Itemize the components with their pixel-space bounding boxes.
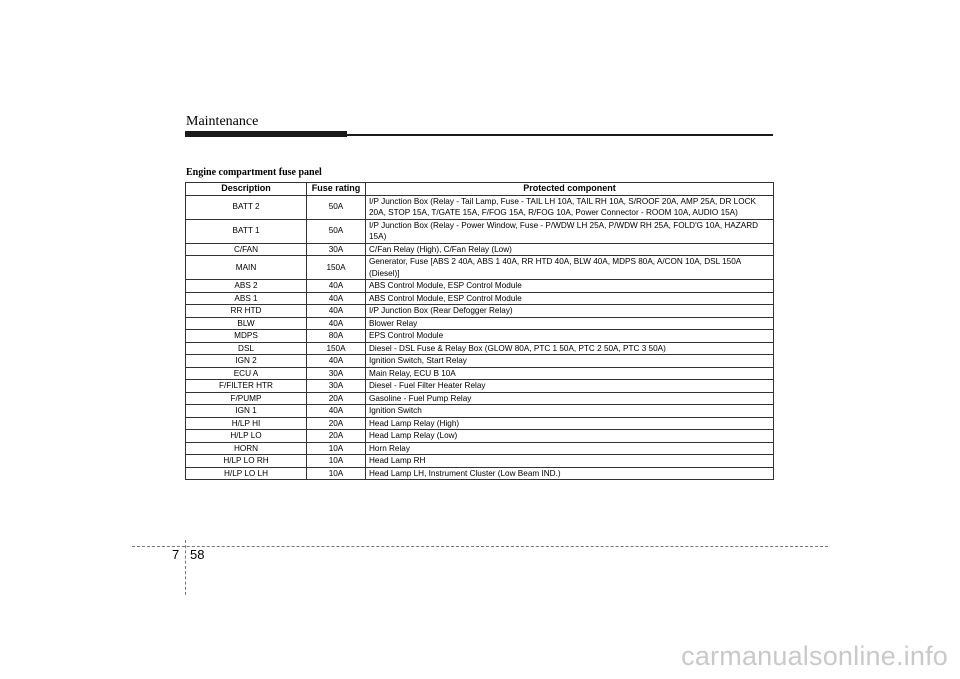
cell-protected-component: Ignition Switch, Start Relay <box>366 355 774 368</box>
cell-description: BATT 1 <box>186 219 307 243</box>
cell-fuse-rating: 30A <box>307 243 366 256</box>
cell-protected-component: Diesel - DSL Fuse & Relay Box (GLOW 80A, PTC 1 50A, PTC 2 50A, PTC 3 50A) <box>366 342 774 355</box>
table-row <box>186 280 774 293</box>
cell-protected-component: Head Lamp LH, Instrument Cluster (Low Beam IND.) <box>366 467 774 480</box>
cell-description: IGN 2 <box>186 355 307 368</box>
column-header-protected-component: Protected component <box>366 183 774 196</box>
cell-description: H/LP LO RH <box>186 455 307 468</box>
table-header-row <box>186 183 774 196</box>
cell-fuse-rating: 40A <box>307 280 366 293</box>
table-row <box>186 392 774 405</box>
header-rule-thin <box>347 134 773 136</box>
cell-description: ECU A <box>186 367 307 380</box>
cell-fuse-rating: 20A <box>307 392 366 405</box>
table-row <box>186 305 774 318</box>
cell-fuse-rating: 10A <box>307 467 366 480</box>
cell-description: H/LP LO LH <box>186 467 307 480</box>
cell-description: C/FAN <box>186 243 307 256</box>
cell-description: IGN 1 <box>186 405 307 418</box>
section-title: Engine compartment fuse panel <box>186 167 322 178</box>
cell-protected-component: ABS Control Module, ESP Control Module <box>366 280 774 293</box>
cell-fuse-rating: 30A <box>307 367 366 380</box>
cell-fuse-rating: 150A <box>307 342 366 355</box>
footer-dashed-rule <box>132 546 828 547</box>
cell-fuse-rating: 50A <box>307 195 366 219</box>
cell-description: F/PUMP <box>186 392 307 405</box>
table-row <box>186 430 774 443</box>
table-row <box>186 355 774 368</box>
table-row <box>186 195 774 219</box>
column-header-fuse-rating: Fuse rating <box>307 183 366 196</box>
cell-description: RR HTD <box>186 305 307 318</box>
cell-protected-component: Ignition Switch <box>366 405 774 418</box>
table-row <box>186 330 774 343</box>
cell-fuse-rating: 80A <box>307 330 366 343</box>
table-row <box>186 243 774 256</box>
cell-fuse-rating: 30A <box>307 380 366 393</box>
cell-protected-component: Main Relay, ECU B 10A <box>366 367 774 380</box>
cell-protected-component: I/P Junction Box (Relay - Tail Lamp, Fuse - TAIL LH 10A, TAIL RH 10A, S/ROOF 20A, AMP 25A, DR LOCK 20A, STOP 15A, T/GATE 15A, F/FOG 15A, R/FOG 10A, Power Connector - ROOM 10A, AUDIO 15A) <box>366 195 774 219</box>
cell-fuse-rating: 40A <box>307 355 366 368</box>
cell-description: MAIN <box>186 256 307 280</box>
cell-fuse-rating: 40A <box>307 292 366 305</box>
column-header-description: Description <box>186 183 307 196</box>
table-row <box>186 342 774 355</box>
cell-description: BLW <box>186 317 307 330</box>
watermark: carmanualsonline.info <box>681 641 948 671</box>
table-row <box>186 219 774 243</box>
cell-description: BATT 2 <box>186 195 307 219</box>
table-row <box>186 467 774 480</box>
cell-description: MDPS <box>186 330 307 343</box>
cell-fuse-rating: 10A <box>307 455 366 468</box>
header-rule-thick <box>185 131 347 137</box>
cell-protected-component: I/P Junction Box (Relay - Power Window, Fuse - P/WDW LH 25A, P/WDW RH 25A, FOLD'G 10A, HAZARD 15A) <box>366 219 774 243</box>
cell-protected-component: Horn Relay <box>366 442 774 455</box>
cell-protected-component: Generator, Fuse [ABS 2 40A, ABS 1 40A, RR HTD 40A, BLW 40A, MDPS 80A, A/CON 10A, DSL 150A (Diesel)] <box>366 256 774 280</box>
cell-description: H/LP LO <box>186 430 307 443</box>
footer-vertical-dashed-rule <box>185 540 186 595</box>
cell-protected-component: Blower Relay <box>366 317 774 330</box>
cell-description: ABS 2 <box>186 280 307 293</box>
table-row <box>186 380 774 393</box>
chapter-number: 7 <box>172 547 180 562</box>
cell-fuse-rating: 40A <box>307 317 366 330</box>
table-row <box>186 292 774 305</box>
table-row <box>186 455 774 468</box>
cell-protected-component: Head Lamp Relay (High) <box>366 417 774 430</box>
cell-fuse-rating: 20A <box>307 417 366 430</box>
cell-protected-component: EPS Control Module <box>366 330 774 343</box>
cell-protected-component: Diesel - Fuel Filter Heater Relay <box>366 380 774 393</box>
fuse-table <box>185 182 774 480</box>
cell-fuse-rating: 20A <box>307 430 366 443</box>
cell-protected-component: Gasoline - Fuel Pump Relay <box>366 392 774 405</box>
cell-description: F/FILTER HTR <box>186 380 307 393</box>
cell-fuse-rating: 40A <box>307 305 366 318</box>
cell-description: HORN <box>186 442 307 455</box>
page-number: 58 <box>190 547 205 562</box>
cell-protected-component: I/P Junction Box (Rear Defogger Relay) <box>366 305 774 318</box>
cell-protected-component: ABS Control Module, ESP Control Module <box>366 292 774 305</box>
table-row <box>186 442 774 455</box>
cell-description: ABS 1 <box>186 292 307 305</box>
cell-fuse-rating: 10A <box>307 442 366 455</box>
table-row <box>186 256 774 280</box>
table-row <box>186 367 774 380</box>
cell-description: H/LP HI <box>186 417 307 430</box>
table-row <box>186 317 774 330</box>
cell-description: DSL <box>186 342 307 355</box>
table-row <box>186 405 774 418</box>
cell-protected-component: Head Lamp Relay (Low) <box>366 430 774 443</box>
cell-fuse-rating: 50A <box>307 219 366 243</box>
cell-protected-component: C/Fan Relay (High), C/Fan Relay (Low) <box>366 243 774 256</box>
cell-fuse-rating: 150A <box>307 256 366 280</box>
table-row <box>186 417 774 430</box>
cell-fuse-rating: 40A <box>307 405 366 418</box>
cell-protected-component: Head Lamp RH <box>366 455 774 468</box>
header-title: Maintenance <box>186 114 259 129</box>
